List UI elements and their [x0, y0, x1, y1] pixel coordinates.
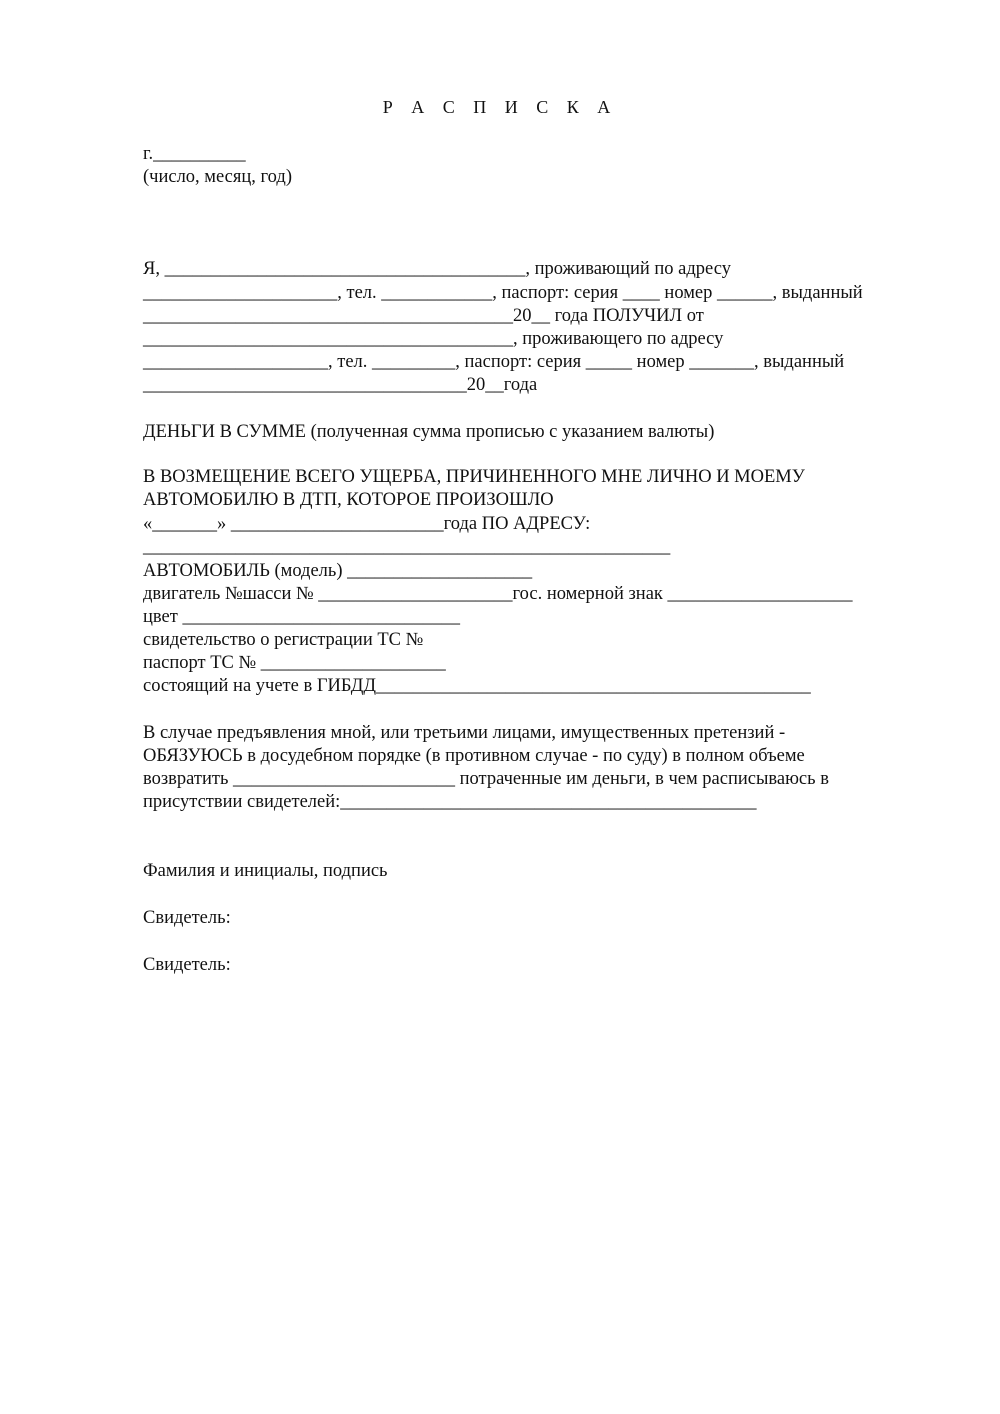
car-engine: двигатель №шасси № _____________________гос. номерной знак ____________________ [143, 584, 853, 604]
date-hint: (число, месяц, год) [143, 167, 292, 187]
parties-line-6: ___________________________________20__года [143, 375, 538, 395]
car-registration: свидетельство о регистрации ТС № [143, 630, 424, 650]
document-title: Р А С П И С К А [382, 97, 618, 117]
obligation-line-3: возвратить ________________________ потраченные им деньги, в чем расписываюсь в [143, 769, 829, 789]
city-field: г.__________ [143, 144, 246, 164]
car-model: АВТОМОБИЛЬ (модель) ____________________ [143, 561, 533, 581]
obligation-line-2: ОБЯЗУЮСЬ в досудебном порядке (в противном случае - по суду) в полном объеме [143, 746, 805, 766]
car-gibdd: состоящий на учете в ГИБДД_______________________________________________ [143, 676, 811, 696]
damage-line-4: _________________________________________________________ [143, 537, 671, 557]
witness-1-label: Свидетель: [143, 908, 231, 928]
obligation-line-4: присутствии свидетелей:_____________________________________________ [143, 792, 757, 812]
witness-2-label: Свидетель: [143, 955, 231, 975]
signature-label: Фамилия и инициалы, подпись [143, 861, 388, 881]
parties-line-1: Я, _______________________________________, проживающий по адресу [143, 259, 731, 279]
obligation-line-1: В случае предъявления мной, или третьими лицами, имущественных претензий - [143, 723, 786, 743]
car-passport: паспорт ТС № ____________________ [143, 653, 446, 673]
parties-line-4: ________________________________________, проживающего по адресу [143, 329, 724, 349]
parties-line-5: ____________________, тел. _________, паспорт: серия _____ номер _______, выданный [143, 352, 845, 372]
parties-line-3: ________________________________________20__ года ПОЛУЧИЛ от [143, 306, 704, 326]
damage-line-1: В ВОЗМЕЩЕНИЕ ВСЕГО УЩЕРБА, ПРИЧИНЕННОГО МНЕ ЛИЧНО И МОЕМУ [143, 467, 805, 487]
damage-line-3: «_______» _______________________года ПО АДРЕСУ: [143, 514, 591, 534]
money-line: ДЕНЬГИ В СУММЕ (полученная сумма прописью с указанием валюты) [143, 422, 715, 442]
car-color: цвет ______________________________ [143, 607, 460, 627]
parties-line-2: _____________________, тел. ____________, паспорт: серия ____ номер ______, выданный [143, 283, 863, 303]
damage-line-2: АВТОМОБИЛЮ В ДТП, КОТОРОЕ ПРОИЗОШЛО [143, 490, 554, 510]
